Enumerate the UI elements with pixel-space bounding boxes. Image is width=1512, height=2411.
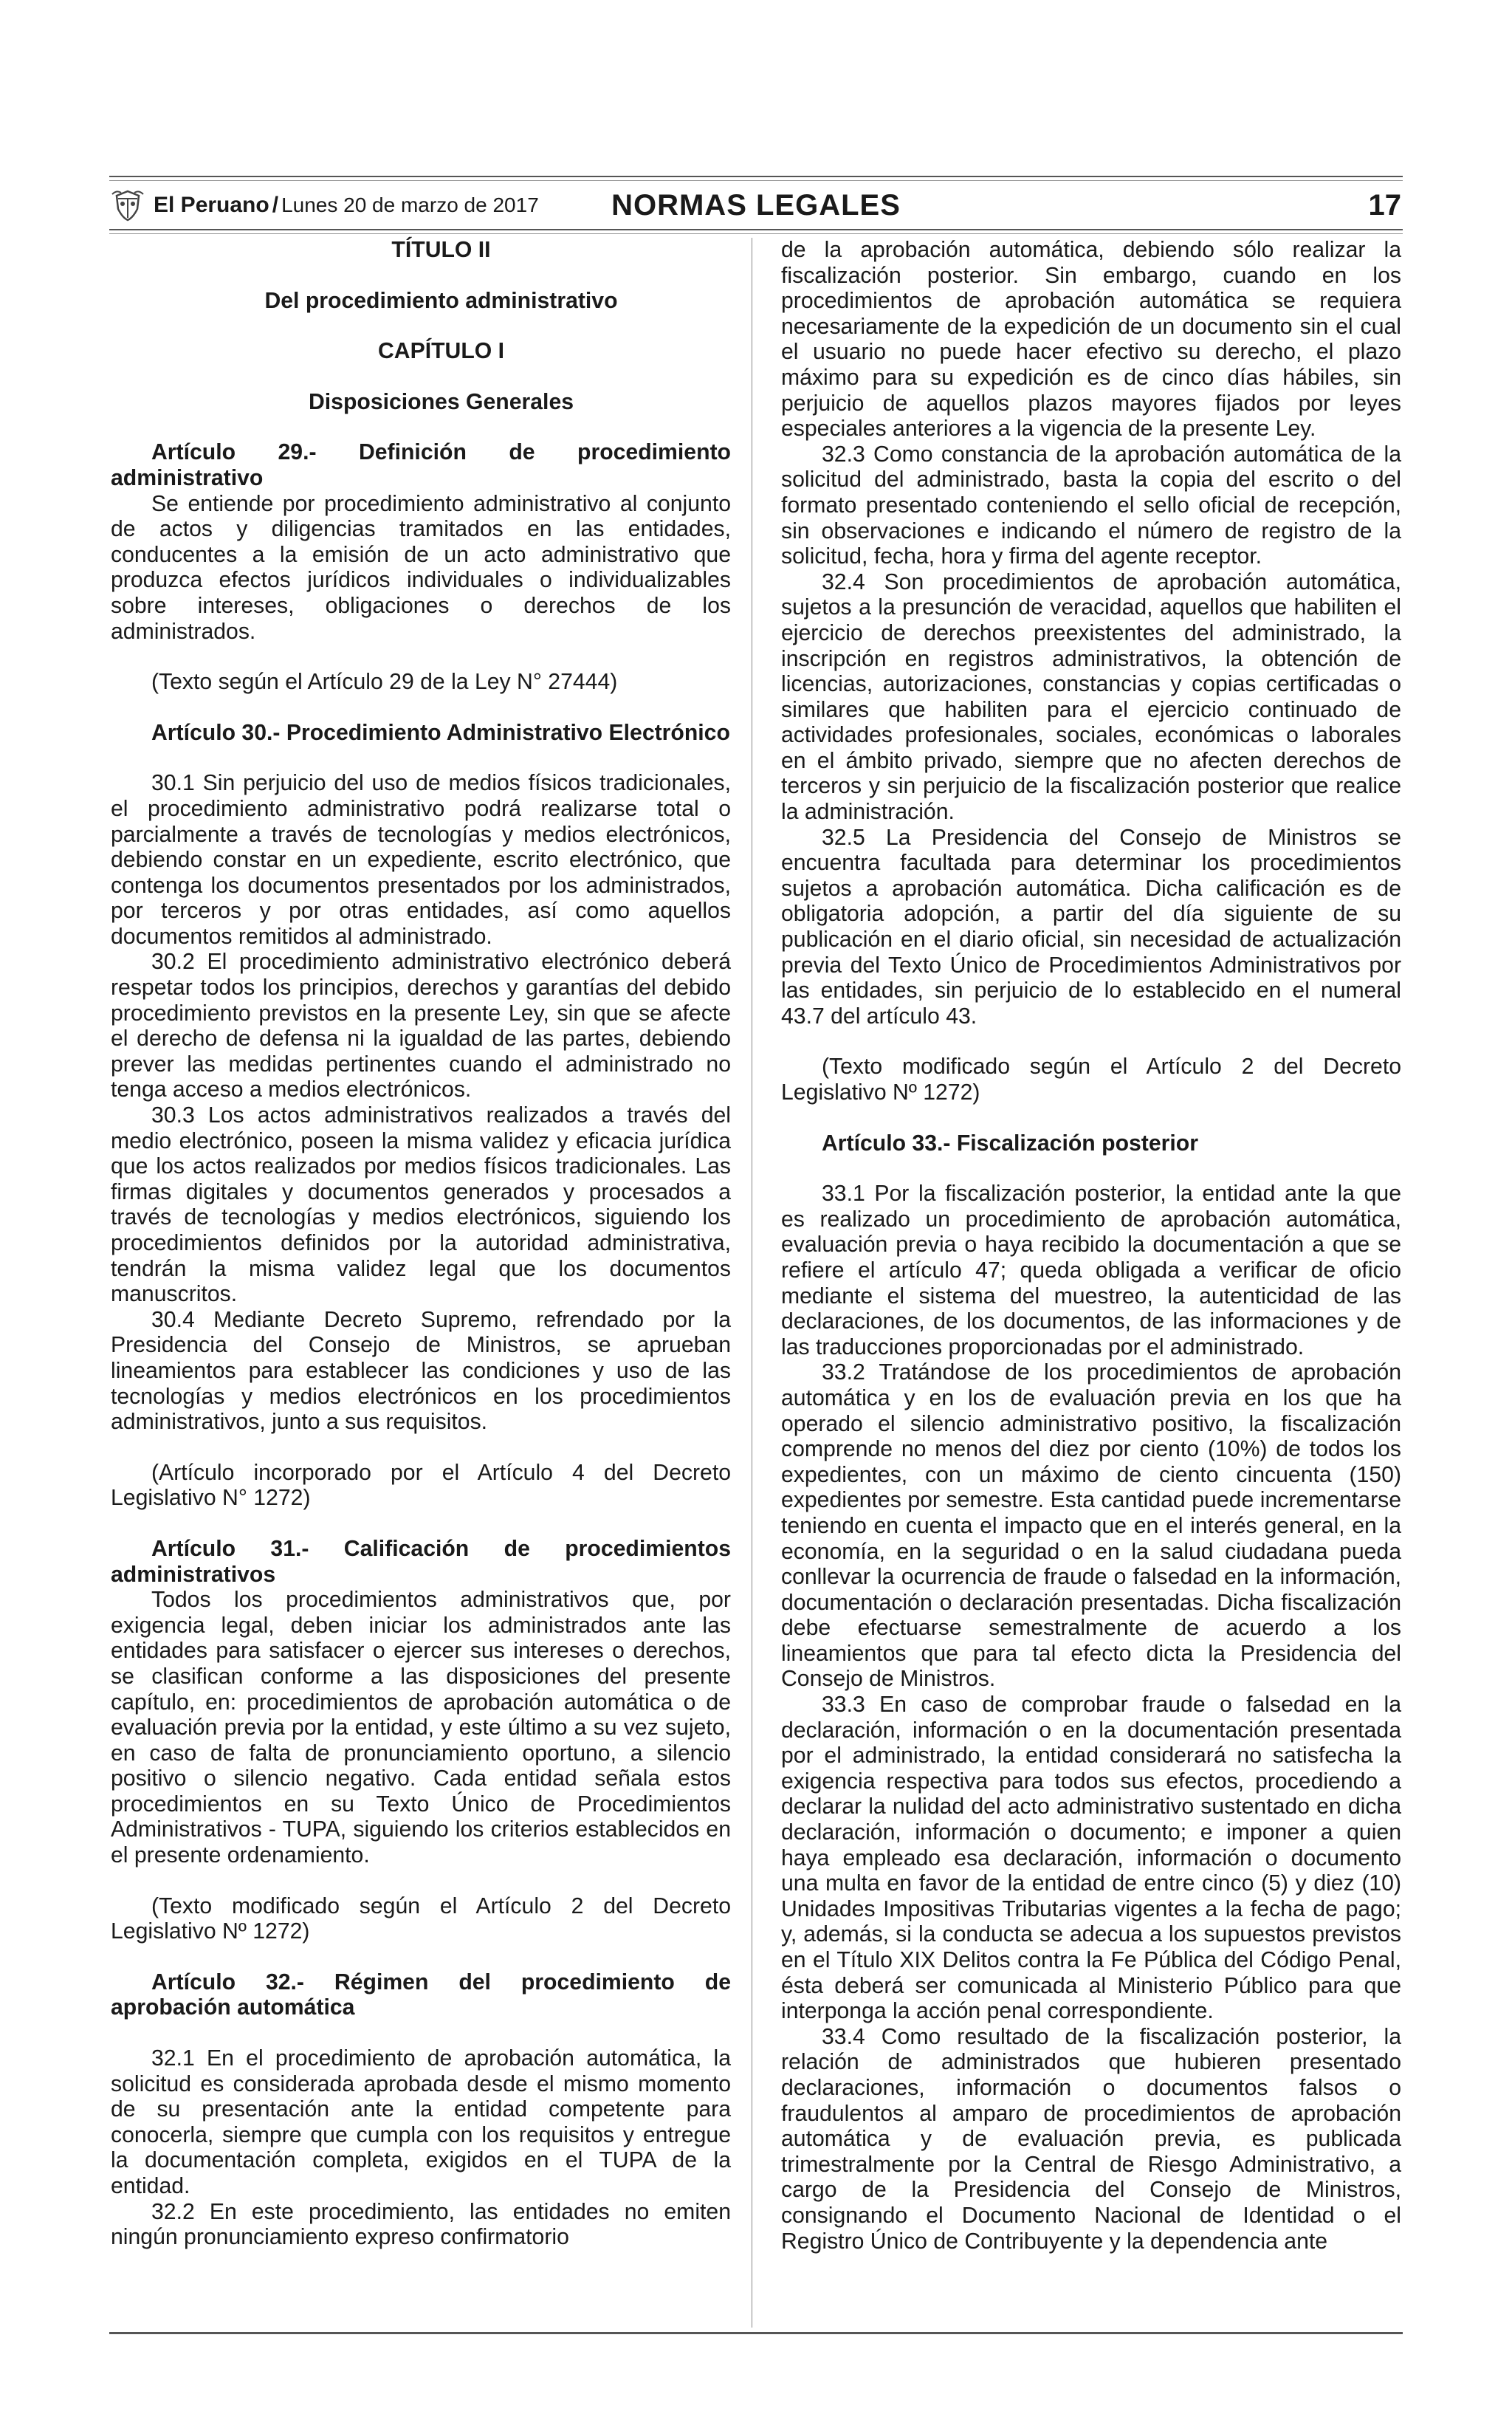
left-column — [111, 238, 731, 2251]
article-29-paragraph: Se entiende por procedimiento administrativo al conjunto de actos y diligencias tramitados en las entidades, conducentes a la emisión de un acto administrativo que produzca efectos jurídicos individuales o individualizables sobre intereses, obligaciones o derechos de los administrados. — [111, 491, 731, 644]
article-31-paragraph: Todos los procedimientos administrativos que, por exigencia legal, deben iniciar los administrados ante las entidades para satisfacer o ejercer sus intereses o derechos, se clasifican conforme a las disposiciones del presente capítulo, en: procedimientos de aprobación automática o de evaluación previa por la entidad, y este último a su vez sujeto, en caso de falta de pronunciamiento oportuno, a silencio positivo o silencio negativo. Cada entidad señala estos procedimientos en su Texto Único de Procedimientos Administrativos - TUPA, siguiendo los criterios establecidos en el presente ordenamiento. — [111, 1588, 731, 1868]
article-30-note: (Artículo incorporado por el Artículo 4 del Decreto Legislativo N° 1272) — [111, 1460, 731, 1511]
header-rule-top-thin — [109, 180, 1403, 181]
article-33-title: Artículo 33.- Fiscalización posterior — [822, 1131, 1198, 1156]
right-column — [781, 238, 1401, 2254]
article-33-paragraph-3: 33.3 En caso de comprobar fraude o falsedad en la declaración, información o en la documentación presentada por el administrado, la entidad considerará no satisfecha la exigencia respectiva para todos sus efectos, procediendo a declarar la nulidad del acto administrativo sustentado en dicha declaración, información o documento; e imponer a quien haya empleado esa declaración, información o documento una multa en favor de la entidad de entre cinco (5) y diez (10) Unidades Impositivas Tributarias vigentes a la fecha de pago; y, además, si la conducta se adecua a los supuestos previstos en el Título XIX Delitos contra la Fe Pública del Código Penal, ésta deberá ser comunicada al Ministerio Público para que interponga la acción penal correspondiente. — [781, 1692, 1401, 2024]
article-30-title: Artículo 30.- Procedimiento Administrativo Electrónico — [151, 720, 730, 745]
title-heading: TÍTULO II — [391, 238, 491, 262]
article-33-paragraph-1: 33.1 Por la fiscalización posterior, la entidad ante la que es realizado un procedimiento de aprobación automática, evaluación previa o haya recibido la documentación a que se refiere el artículo 47; queda obligada a verificar de oficio mediante el sistema del muestreo, la autenticidad de las declaraciones, de los documentos, de las informaciones y de las traducciones proporcionadas por el administrado. — [781, 1182, 1401, 1359]
article-32-title: Artículo 32.- Régimen del procedimiento de aprobación automática — [111, 1969, 731, 2020]
article-31-note: (Texto modificado según el Artículo 2 del Decreto Legislativo Nº 1272) — [111, 1893, 731, 1944]
footer-rule — [109, 2332, 1403, 2334]
article-32-paragraph-1: 32.1 En el procedimiento de aprobación automática, la solicitud es considerada aprobada desde el mismo momento de su presentación ante la entidad competente para conocerla, siempre que cumpla con los requisitos y entregue la documentación completa, exigidos en el TUPA de la entidad. — [111, 2046, 731, 2198]
header-rule-top — [109, 176, 1403, 177]
article-33-paragraph-4: 33.4 Como resultado de la fiscalización posterior, la relación de administrados que hubieren presentado declaraciones, información o documentos falsos o fraudulentos al amparo de procedimientos de aprobación automática y de evaluación previa, es publicada trimestralmente por la Central de Riesgo Administrativo, a cargo de la Presidencia del Consejo de Ministros, consignando el Documento Nacional de Identidad o el Registro Único de Contribuyente y la dependencia ante — [781, 2024, 1401, 2254]
chapter-subheading: Disposiciones Generales — [308, 389, 574, 414]
article-29-note: (Texto según el Artículo 29 de la Ley N° 27444) — [151, 670, 618, 695]
article-30-paragraph-1: 30.1 Sin perjuicio del uso de medios físicos tradicionales, el procedimiento administrativo podrá realizarse total o parcialmente a través de tecnologías y medios electrónicos, debiendo constar en un expediente, escrito electrónico, que contenga los documentos presentados por los administrados, por terceros y por otras entidades, así como aquellos documentos remitidos al administrado. — [111, 771, 731, 949]
section-title: NORMAS LEGALES — [611, 189, 901, 222]
article-33-paragraph-2: 33.2 Tratándose de los procedimientos de aprobación automática y en los de evaluación previa en los que ha operado el silencio administrativo positivo, la fiscalización comprende no menos del diez por ciento (10%) de todos los expedientes, con un máximo de ciento cincuenta (150) expedientes por semestre. Esta cantidad puede incrementarse teniendo en cuenta el impacto que en el interés general, en la economía, en la seguridad o en la salud ciudadana pueda conllevar la ocurrencia de fraude o falsedad en la información, documentación o declaración presentadas. Dicha fiscalización debe efectuarse semestralmente de acuerdo a los lineamientos que para tal efecto dicta la Presidencia del Consejo de Ministros. — [781, 1360, 1401, 1692]
header-rule-bottom — [109, 229, 1403, 230]
article-31-title: Artículo 31.- Calificación de procedimientos administrativos — [111, 1536, 731, 1587]
newspaper-name: El Peruano — [154, 193, 269, 217]
continued-paragraph: de la aprobación automática, debiendo sólo realizar la fiscalización posterior. Sin embargo, cuando en los procedimientos de aprobación automática se requiera necesariamente de la expedición de un documento sin el cual el usuario no puede hacer efectivo su derecho, el plazo máximo para su expedición es de cinco días hábiles, sin perjuicio de aquellos plazos mayores fijados por leyes especiales anteriores a la vigencia de la presente Ley. — [781, 238, 1401, 442]
article-32-paragraph-2: 32.2 En este procedimiento, las entidades no emiten ningún pronunciamiento expreso confirmatorio — [111, 2199, 731, 2250]
article-30-paragraph-3: 30.3 Los actos administrativos realizados a través del medio electrónico, poseen la misma validez y eficacia jurídica que los actos realizados por medios físicos tradicionales. Las firmas digitales y documentos generados y procesados a través de tecnologías y medios electrónicos, siguiendo los procedimientos definidos por la autoridad administrativa, tendrán la misma validez legal que los documentos manuscritos. — [111, 1103, 731, 1307]
article-30-paragraph-4: 30.4 Mediante Decreto Supremo, refrendado por la Presidencia del Consejo de Ministros, se aprueban lineamientos para establecer las condiciones y uso de las tecnologías y medios electrónicos en los procedimientos administrativos, junto a sus requisitos. — [111, 1307, 731, 1435]
article-32-note: (Texto modificado según el Artículo 2 del Decreto Legislativo Nº 1272) — [781, 1054, 1401, 1105]
header-separator: / — [272, 193, 279, 217]
article-32-paragraph-3: 32.3 Como constancia de la aprobación automática de la solicitud del administrado, basta la copia del escrito o del formato presentado conteniendo el sello oficial de recepción, sin observaciones e indicando el número de registro de la solicitud, fecha, hora y firma del agente receptor. — [781, 442, 1401, 569]
header-rule-bottom-thin — [109, 233, 1403, 234]
article-32-paragraph-4: 32.4 Son procedimientos de aprobación automática, sujetos a la presunción de veracidad, aquellos que habiliten el ejercicio de derechos preexistentes del administrado, la inscripción en registros administrativos, la obtención de licencias, autorizaciones, constancias y copias certificadas o similares que habiliten para el ejercicio continuado de actividades profesionales, sociales, económicas o laborales en el ámbito privado, siempre que no afecten derechos de terceros y sin perjuicio de la fiscalización posterior que realice la administración. — [781, 569, 1401, 825]
chapter-heading: CAPÍTULO I — [377, 339, 505, 364]
title-subheading: Del procedimiento administrativo — [264, 288, 618, 313]
article-29-title: Artículo 29.- Definición de procedimiento administrativo — [111, 440, 731, 490]
article-32-paragraph-5: 32.5 La Presidencia del Consejo de Ministros se encuentra facultada para determinar los procedimientos sujetos a aprobación automática. Dicha calificación es de obligatoria adopción, a partir del día siguiente de su publicación en el diario oficial, sin necesidad de actualización previa del Texto Único de Procedimientos Administrativos por las entidades, sin perjuicio de lo establecido en el numeral 43.7 del artículo 43. — [781, 825, 1401, 1029]
page-number: 17 — [1368, 189, 1401, 222]
article-30-paragraph-2: 30.2 El procedimiento administrativo electrónico deberá respetar todos los principios, derechos y garantías del debido procedimiento previstos en la presente Ley, sin que se afecte el derecho de defensa ni la igualdad de las partes, debiendo prever las medidas pertinentes cuando el administrado no tenga acceso a medios electrónicos. — [111, 950, 731, 1102]
publication-date: Lunes 20 de marzo de 2017 — [281, 193, 539, 216]
